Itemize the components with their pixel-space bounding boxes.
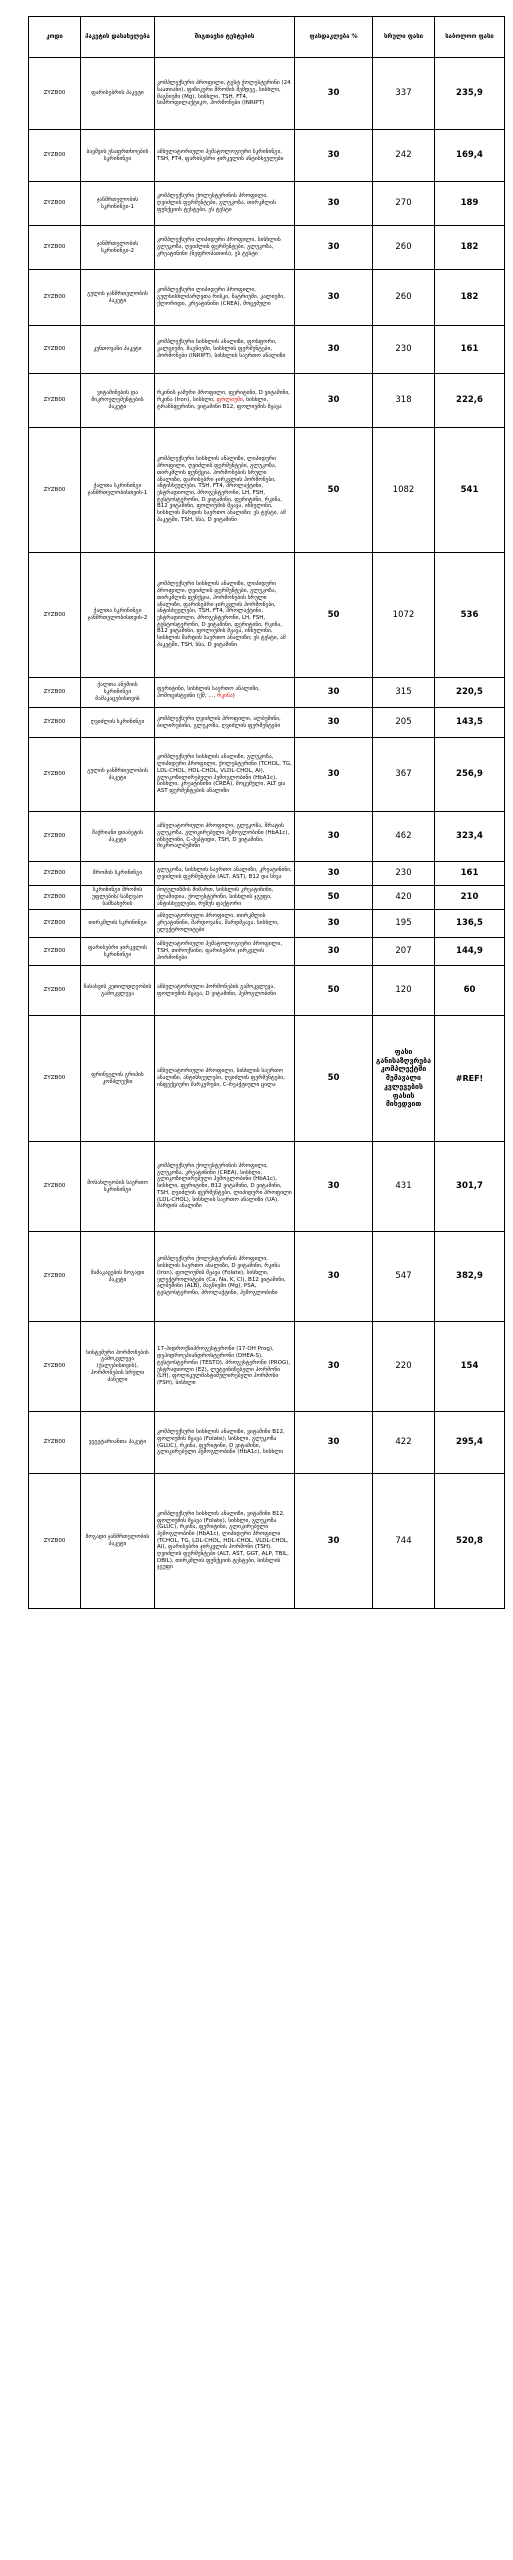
row-content: კომპლექსური სისხლის ანალიზი, ვიტამინი B12, ფოლიუმის მჟავა (Folate), სისხლი, გლუკოზა (GLUC), რკინა, ფერიტინი, D ვიტამინი, გლიკირებული ჰემოგლობინი (HbA1c), სისხლი xyxy=(155,1412,295,1474)
row-final-price: 541 xyxy=(435,428,505,553)
row-final-price: 136,5 xyxy=(435,910,505,938)
row-content: კომპლექსური სისხლის ანალიზი, ლიპიდური პროფილი, ღვიძლის ფერმენტები, გლუკოზა, თირკმლის ფუნქცია, ჰორმონების სრული ანალიზი, ფარისებრი ჯირკვლის ჰორმონები, ანტისხეულები, TSH, FT4, პროლაქტინი, ესტრადიოლი, პროგესტერონი, LH, FSH, ტესტოსტერონი, D ვიტამინი, ფერიტინი, რკინა, B12 ვიტამინი, ფოლიუმის მჟავა, ინსულინი, სისხლის შარდის საერთო ანალიზი; ეს ტესტი, ამ პაკეტში, TSH, სსა, D ვიტამინი xyxy=(155,553,295,678)
row-content: რკინის ჯამური პროფილი, ფერიტინი, D ვიტამინი, რკინა (Iron), სისხლი, ფოლიუმი, სისხლი, ტრანსფერინი, ვიტამინი B12, ფოლიუმის მჟავა xyxy=(155,374,295,428)
row-total-price: 337 xyxy=(373,58,435,130)
row-code: ZYZB00 xyxy=(29,1474,81,1609)
row-final-price: 536 xyxy=(435,553,505,678)
row-package-name: ჯანმრთელობის სკრინინგი-1 xyxy=(81,182,155,226)
row-code: ZYZB00 xyxy=(29,182,81,226)
row-code: ZYZB00 xyxy=(29,812,81,862)
table-row xyxy=(29,812,505,862)
row-final-price: 256,9 xyxy=(435,738,505,812)
row-package-name: კუნთოვანი პაკეტი xyxy=(81,326,155,374)
row-content: ამბულატორიული ჰემატოლოგიური სკრინინგი, TSH, FT4, ფარისებრი ჯირკვლის ანტისხეულები xyxy=(155,130,295,182)
row-discount: 30 xyxy=(295,182,373,226)
table-row xyxy=(29,910,505,938)
highlighted-term: რკინა xyxy=(216,692,233,699)
row-total-price: 1082 xyxy=(373,428,435,553)
row-final-price: 222,6 xyxy=(435,374,505,428)
table-row xyxy=(29,938,505,966)
header-content: შიგთავსი ტესტების xyxy=(155,17,295,58)
row-discount: 30 xyxy=(295,812,373,862)
table-row xyxy=(29,1412,505,1474)
row-total-price: 367 xyxy=(373,738,435,812)
row-code: ZYZB00 xyxy=(29,1142,81,1232)
row-content: ამბულატორიული ჰემატოლოგიური პროფილი, TSH, თიროქსინი, ფარისებრი ჯირკვლის ჰორმონები xyxy=(155,938,295,966)
row-content: ამბულატორიული პროფილი, სისხლის საერთო ანალიზი, ანტისხეულები, ღვიძლის ფერმენტები, ინფექციური მარკერები, C-რეაქტიული ცილა xyxy=(155,1016,295,1142)
table-row xyxy=(29,226,505,270)
table-row xyxy=(29,553,505,678)
row-total-price: ფასი განისაზღვრება კომპლექტში შემავალი კვლევების ფასის მიხედვით xyxy=(373,1016,435,1142)
table-row xyxy=(29,130,505,182)
row-content: კომპლექსური ქოლესტერინის პროფილი, ღვიძლის ფერმენტები, გლუკოზა, თირკმლის ფუნქციის ტესტები, ეს ტესტი xyxy=(155,182,295,226)
row-content: კომპლექსური სისხლის ანალიზი, ვიტამინი B12, ფოლიუმის მჟავა (Folate), სისხლი, გლუკოზა (GLUC), რკინა, ფერიტინი, გლიკირებული ჰემოგლობინი (HbA1c), ლიპიდური პროფილი (TCHOL, TG, LDL-CHOL, HDL-CHOL, VLDL-CHOL, AI), ფარისებრი ჯირკვლის ჰორმონი (TSH), ღვიძლის ფერმენტები (ALT, AST, GGT, ALP, TBIL, DBIL), თირკმლის ფუნქციის ტესტები, სისხლის ჯგუფი xyxy=(155,1474,295,1609)
row-package-name: თირკმლის სკრინინგი xyxy=(81,910,155,938)
row-total-price: 431 xyxy=(373,1142,435,1232)
row-content: ამბულატორიული პროფილი, თირკმლის კრეატინინი, შარდოვანა, შარდმჟავა, სისხლი, ელექტროლიტები xyxy=(155,910,295,938)
row-final-price: 220,5 xyxy=(435,678,505,708)
row-code: ZYZB00 xyxy=(29,938,81,966)
row-package-name: ქალთა სკრინინგი ჯანმრთელობისთვის-1 xyxy=(81,428,155,553)
table-row xyxy=(29,966,505,1016)
row-total-price: 422 xyxy=(373,1412,435,1474)
row-discount: 50 xyxy=(295,428,373,553)
row-discount: 50 xyxy=(295,886,373,910)
row-code: ZYZB00 xyxy=(29,270,81,326)
header-code: კოდი xyxy=(29,17,81,58)
row-content: კომპლექსური ქოლესტერინის პროფილი, სისხლის საერთო ანალიზი, D ვიტამინი, რკინა (Iron), ფოლიუმის მჟავა (Folate), სისხლი, ელექტროლიტები (Ca, Na, K, Cl), B12 ვიტამინი, ალბუმინი (ALB), მაგნიუმი (Mg), PSA, ტესტოსტერონი, პროლაქტინი, ჰემოგლობინი xyxy=(155,1232,295,1322)
row-final-price: 323,4 xyxy=(435,812,505,862)
header-final: საბოლოო ფასი xyxy=(435,17,505,58)
row-total-price: 220 xyxy=(373,1322,435,1412)
table-row xyxy=(29,708,505,738)
row-total-price: 242 xyxy=(373,130,435,182)
row-package-name: მოსახლეობის საერთო სკრინინგი xyxy=(81,1142,155,1232)
table-row xyxy=(29,1142,505,1232)
row-package-name: ვიტამინების და მიკროელემენტების პაკეტი xyxy=(81,374,155,428)
row-total-price: 744 xyxy=(373,1474,435,1609)
row-final-price: 235,9 xyxy=(435,58,505,130)
row-content: გლუკოზა, სისხლის საერთო ანალიზი, კრეატინინი, ღვიძლის ფერმენტები (ALT, AST), B12 და სხვა xyxy=(155,862,295,886)
table-body xyxy=(29,58,505,1609)
row-code: ZYZB00 xyxy=(29,738,81,812)
row-package-name: გულის ჯანმრთელობის პაკეტი xyxy=(81,270,155,326)
row-code: ZYZB00 xyxy=(29,374,81,428)
table-row xyxy=(29,1232,505,1322)
row-total-price: 205 xyxy=(373,708,435,738)
row-final-price: 189 xyxy=(435,182,505,226)
row-content: 17-ჰიდროქსიპროგესტერონი (17-OH Prog), დეჰიდროეპიანდროსტერონი (DHEA-S), ტესტოსტერონი (TESTO), პროგესტერონი (PROG), ესტრადიოლი (E2), ლუტეინიზებელი ჰორმონი (LH), ფოლიკულმასტიმულირებელი ჰორმონი (FSH), სისხლი xyxy=(155,1322,295,1412)
price-list-table xyxy=(28,16,505,1609)
row-package-name: სკრინინგი შრომის უფლების/ საზღვაო სამსახურის xyxy=(81,886,155,910)
row-discount: 50 xyxy=(295,553,373,678)
table-row xyxy=(29,428,505,553)
row-final-price: 182 xyxy=(435,270,505,326)
row-package-name: შრომის სკრინინგი xyxy=(81,862,155,886)
row-code: ZYZB00 xyxy=(29,1232,81,1322)
header-package: პაკეტის დასახელება xyxy=(81,17,155,58)
row-total-price: 547 xyxy=(373,1232,435,1322)
row-code: ZYZB00 xyxy=(29,886,81,910)
row-package-name: ფარისებრის პაკეტი xyxy=(81,58,155,130)
row-discount: 30 xyxy=(295,226,373,270)
row-content: კომპლექსური პროფილი, ტესტ ქოლესტერინი (24 საათიანი), ფიზიკური შრომის შემდეგ, სისხლი, მაგნიუმი (Mg), სისხლი, TSH, FT4, სიპროფილაქტიკო, ჰორმონები (INRIPT) xyxy=(155,58,295,130)
row-code: ZYZB00 xyxy=(29,553,81,678)
row-content: ფერიტინი, სისხლის საერთო ანალიზი, ჰომოცისტეინი (ქმ, ..., რკინა) xyxy=(155,678,295,708)
row-final-price: 382,9 xyxy=(435,1232,505,1322)
row-discount: 30 xyxy=(295,738,373,812)
row-package-name: ბავშვის უსაფრთხოების სკრინინგი xyxy=(81,130,155,182)
header-discount: ფასდაკლება % xyxy=(295,17,373,58)
table-row xyxy=(29,270,505,326)
row-discount: 30 xyxy=(295,938,373,966)
row-total-price: 315 xyxy=(373,678,435,708)
row-package-name: ვეგეტარიანთა პაკეტი xyxy=(81,1412,155,1474)
row-code: ZYZB00 xyxy=(29,708,81,738)
row-package-name: სისტემური ჰორმონების გამოკვლევა (ქალებისთვის), ჰორმონების სრული პანელი xyxy=(81,1322,155,1412)
row-discount: 30 xyxy=(295,130,373,182)
table-row xyxy=(29,738,505,812)
row-final-price: 182 xyxy=(435,226,505,270)
row-final-price: 161 xyxy=(435,862,505,886)
row-code: ZYZB00 xyxy=(29,428,81,553)
row-package-name: ჩასახვის კეთილდღეობის გამოკვლევა xyxy=(81,966,155,1016)
row-content: ბოტულიზმის მიმართ, სისხლის კრეატინინი, ქლამიდია, ქოლესტერინი, სისხლის ჯგუფი, ანტისხეულები, რეზუს ფაქტორი xyxy=(155,886,295,910)
row-code: ZYZB00 xyxy=(29,862,81,886)
row-content: კომპლექსური სისხლის ანალიზი, გლუკოზა, ლიპიდური პროფილი, ქოლესტერინი (TCHOL, TG, LDL-CHOL, HDL-CHOL, VLDL-CHOL, AI), გლიკოზილირებული ჰემოგლობინი (HbA1c), სისხლი, კრეატინინი (CREA), მოცემული, ALT და AST ფერმენტების ანალიზი xyxy=(155,738,295,812)
row-total-price: 260 xyxy=(373,226,435,270)
row-total-price: 270 xyxy=(373,182,435,226)
row-total-price: 1072 xyxy=(373,553,435,678)
row-code: ZYZB00 xyxy=(29,910,81,938)
row-code: ZYZB00 xyxy=(29,1412,81,1474)
table-row xyxy=(29,58,505,130)
row-final-price: 60 xyxy=(435,966,505,1016)
row-code: ZYZB00 xyxy=(29,226,81,270)
row-content: კომპლექსური სისხლის ანალიზი, ლიპიდური პროფილი, ღვიძლის ფერმენტები, გლუკოზა, თირკმლის ფუნქცია, ჰორმონების სრული ანალიზი, ფარისებრი ჯირკვლის ჰორმონები, ანტისხეულები, TSH, FT4, პროლაქტინი, ესტრადიოლი, პროგესტერონი, LH, FSH, ტესტოსტერონი, D ვიტამინი, ფერიტინი, რკინა, B12 ვიტამინი, ფოლიუმის მჟავა, ინსულინი, სისხლის შარდის საერთო ანალიზი; ეს ტესტი, ამ პაკეტში, TSH, სსა, D ვიტამინი xyxy=(155,428,295,553)
row-final-price: 301,7 xyxy=(435,1142,505,1232)
row-final-price: 520,8 xyxy=(435,1474,505,1609)
row-final-price: #REF! xyxy=(435,1016,505,1142)
row-final-price: 154 xyxy=(435,1322,505,1412)
row-discount: 30 xyxy=(295,1412,373,1474)
row-total-price: 230 xyxy=(373,862,435,886)
row-discount: 30 xyxy=(295,708,373,738)
row-total-price: 195 xyxy=(373,910,435,938)
row-final-price: 169,4 xyxy=(435,130,505,182)
row-discount: 30 xyxy=(295,910,373,938)
table-row xyxy=(29,1322,505,1412)
table-row xyxy=(29,326,505,374)
row-discount: 30 xyxy=(295,270,373,326)
table-header-row xyxy=(29,17,505,58)
row-code: ZYZB00 xyxy=(29,678,81,708)
row-code: ZYZB00 xyxy=(29,130,81,182)
row-package-name: ფრინველის გრიპის კომპლექსი xyxy=(81,1016,155,1142)
row-code: ZYZB00 xyxy=(29,966,81,1016)
row-package-name: ზოგადი ჯანმრთელობის პაკეტი xyxy=(81,1474,155,1609)
row-total-price: 120 xyxy=(373,966,435,1016)
row-discount: 30 xyxy=(295,678,373,708)
row-total-price: 318 xyxy=(373,374,435,428)
row-package-name: ჯანმრთელობის სკრინინგი-2 xyxy=(81,226,155,270)
table-row xyxy=(29,182,505,226)
row-discount: 30 xyxy=(295,1322,373,1412)
row-final-price: 144,9 xyxy=(435,938,505,966)
row-package-name: გულის ჯანმრთელობის პაკეტი xyxy=(81,738,155,812)
row-content: კომპლექსური სისხლის ანალიზი, ფოსფორი, კალციუმი, მაგნიუმი, სისხლის ფერმენტები, ჰორმონები (INRIPT), სისხლის საერთო ანალიზი xyxy=(155,326,295,374)
header-total: სრული ფასი xyxy=(373,17,435,58)
table-row xyxy=(29,1016,505,1142)
row-package-name: ქალთა სკრინინგი ჯანმრთელობისთვის-2 xyxy=(81,553,155,678)
highlighted-term: ფოლიუმი xyxy=(216,397,243,404)
row-total-price: 462 xyxy=(373,812,435,862)
row-total-price: 207 xyxy=(373,938,435,966)
row-code: ZYZB00 xyxy=(29,58,81,130)
row-discount: 30 xyxy=(295,1474,373,1609)
row-content: კომპლექსური ქოლესტერინის პროფილი, გლუკოზა, კრეატინინი (CREA), სისხლი, გლიკოზილირებული ჰემოგლობინი (HbA1c), სისხლი, ფერიტინი, B12 ვიტამინი, D ვიტამინი, TSH, ღვიძლის ფერმენტები, ლიპიდური პროფილი (LDL-CHOL), სისხლის საერთო ანალიზი (UA), შარდის ანალიზი xyxy=(155,1142,295,1232)
row-content: ამბულატორიული ჰორმონების გამოკვლევა, ფოლიუმის მჟავა, D ვიტამინი, ჰემოგლობინი xyxy=(155,966,295,1016)
row-content: კომპლექსური ლიპიდური პროფილი, გულსისხლძარღვთა რისკი, ნატრიუმი, კალიუმი, ქლორიდი, კრეატინინი (CREA), მოცემული xyxy=(155,270,295,326)
row-package-name: ღვიძლის სკრინინგი xyxy=(81,708,155,738)
row-package-name: მამაკაცების ზოგადი პაკეტი xyxy=(81,1232,155,1322)
row-final-price: 143,5 xyxy=(435,708,505,738)
row-discount: 30 xyxy=(295,1142,373,1232)
row-discount: 30 xyxy=(295,862,373,886)
row-discount: 30 xyxy=(295,1232,373,1322)
row-discount: 50 xyxy=(295,966,373,1016)
row-code: ZYZB00 xyxy=(29,1322,81,1412)
row-final-price: 161 xyxy=(435,326,505,374)
row-discount: 30 xyxy=(295,326,373,374)
table-row xyxy=(29,862,505,886)
row-package-name: ფარისებრი ჯირკვლის სკრინინგი xyxy=(81,938,155,966)
table-row xyxy=(29,1474,505,1609)
row-package-name: ქალთა ანემიის სკრინინგი მამაკაცებისთვის xyxy=(81,678,155,708)
row-total-price: 420 xyxy=(373,886,435,910)
row-code: ZYZB00 xyxy=(29,1016,81,1142)
row-discount: 30 xyxy=(295,58,373,130)
row-total-price: 260 xyxy=(373,270,435,326)
row-content: კომპლექსური ლიპიდური პროფილი, სისხლის გლუკოზა, ღვიძლის ფერმენტები, გლუკოზა, კრეატინინი (ნეფროპათიის), ეს ტესტი xyxy=(155,226,295,270)
row-final-price: 295,4 xyxy=(435,1412,505,1474)
row-final-price: 210 xyxy=(435,886,505,910)
row-discount: 30 xyxy=(295,374,373,428)
row-total-price: 230 xyxy=(373,326,435,374)
row-package-name: შაქრიანი დიაბეტის პაკეტი xyxy=(81,812,155,862)
row-discount: 50 xyxy=(295,1016,373,1142)
table-row xyxy=(29,886,505,910)
table-row xyxy=(29,678,505,708)
row-content: კომპლექსური ღვიძლის პროფილი, ალბუმინი, ბილირუბინი, გლუკოზა, ღვიძლის ფერმენტები xyxy=(155,708,295,738)
table-row xyxy=(29,374,505,428)
row-code: ZYZB00 xyxy=(29,326,81,374)
row-content: ამბულატორიული პროფილი, გლუკოზა, შრატის გლუკოზა, გლიკირებული ჰემოგლობინი (HbA1c), ინსულინი, C-პეპტიდი, TSH, D ვიტამინი, მიკროალბუმინი xyxy=(155,812,295,862)
